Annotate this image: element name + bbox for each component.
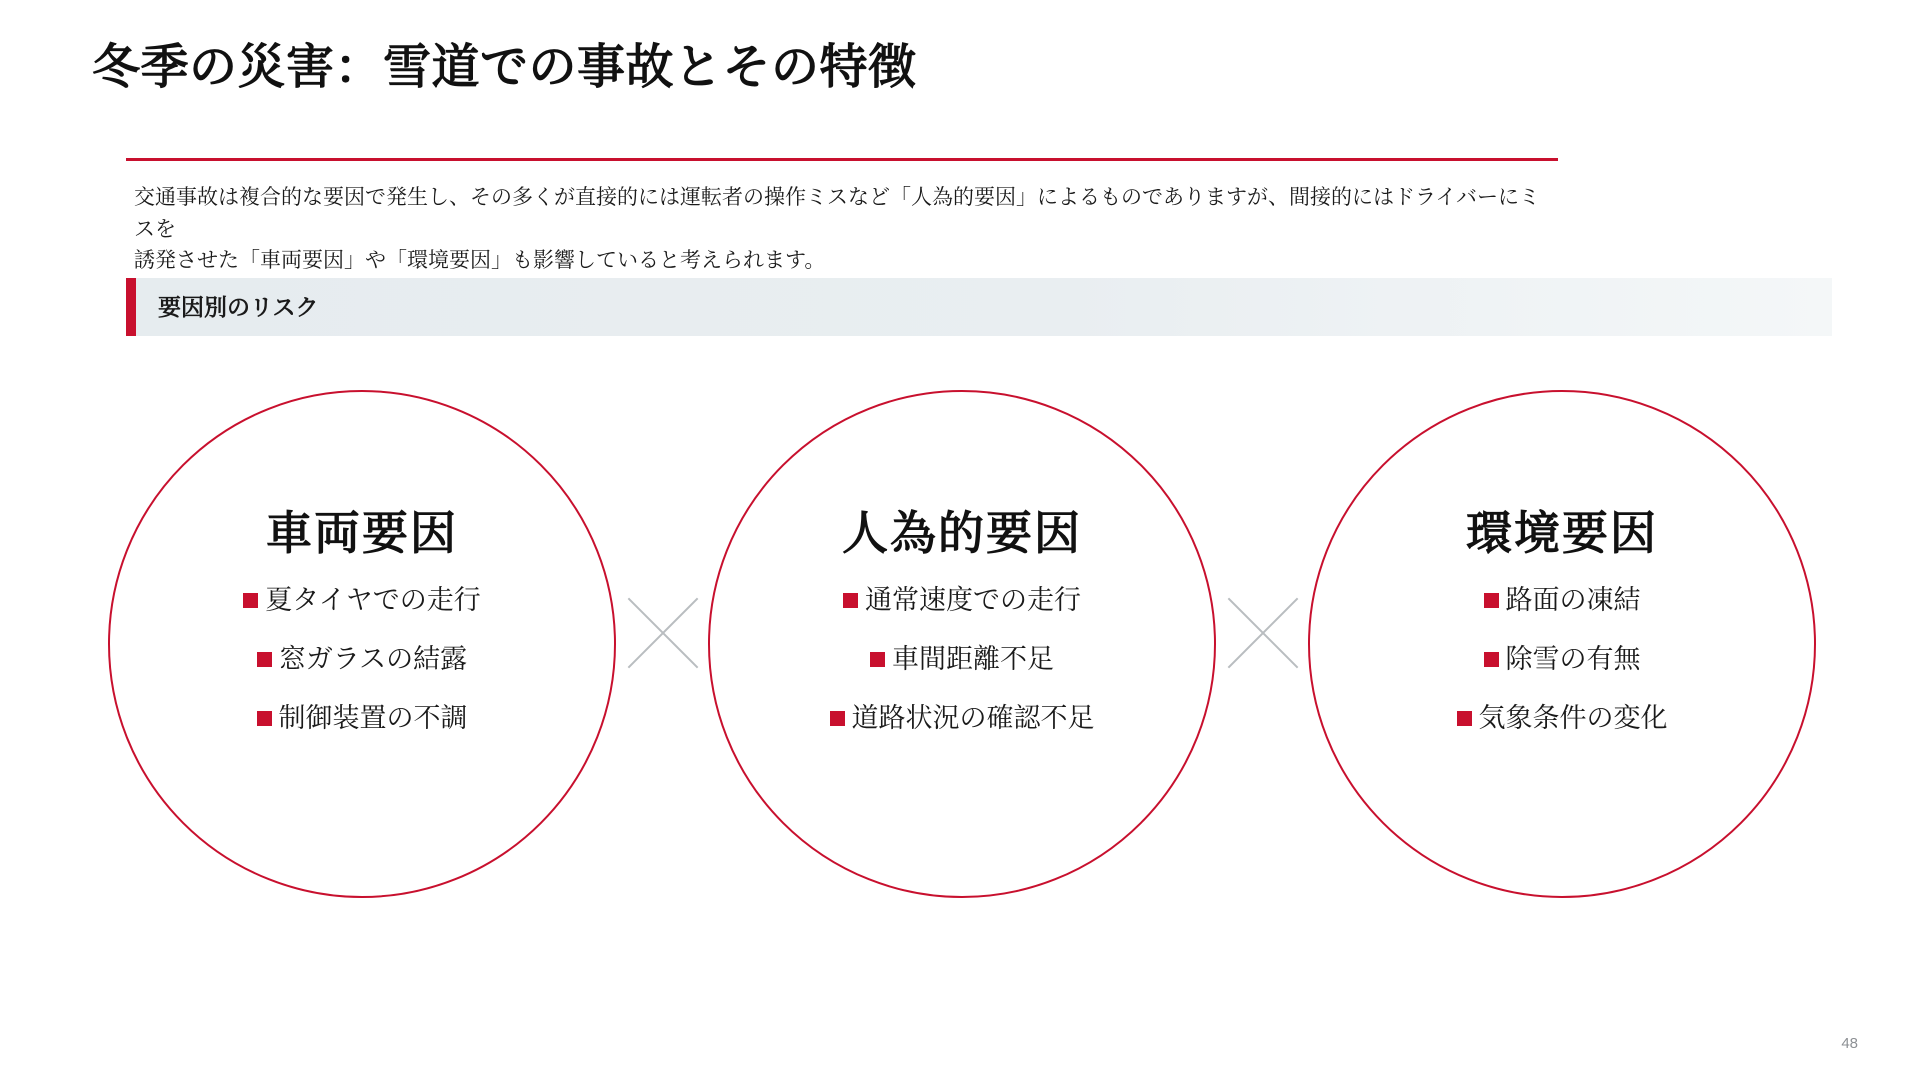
factor-circle-environment-list [1310, 587, 1814, 764]
page-title: 冬季の災害：雪道での事故とその特徴 [92, 41, 917, 94]
square-bullet-icon [1457, 711, 1472, 726]
section-header-label: 要因別のリスク [158, 294, 319, 320]
square-bullet-icon [257, 711, 272, 726]
square-bullet-icon [1484, 593, 1499, 608]
factor-circle-vehicle [108, 390, 616, 898]
square-bullet-icon [870, 652, 885, 667]
factor-circle-human-list [710, 587, 1214, 764]
x-separator-1-icon [620, 590, 706, 676]
factor-circle-human [708, 390, 1216, 898]
list-item-label: 夏タイヤでの走行 [265, 585, 481, 615]
list-item [110, 705, 614, 732]
square-bullet-icon [243, 593, 258, 608]
factor-circle-vehicle-title: 車両要因 [266, 507, 458, 559]
list-item-label: 通常速度での走行 [865, 585, 1081, 615]
list-item [710, 646, 1214, 673]
square-bullet-icon [1484, 652, 1499, 667]
list-item-label: 道路状況の確認不足 [851, 703, 1095, 733]
list-item [1310, 705, 1814, 732]
section-accent-bar [126, 278, 136, 336]
square-bullet-icon [257, 652, 272, 667]
title-divider [126, 158, 1558, 161]
list-item [710, 705, 1214, 732]
list-item [110, 587, 614, 614]
list-item [1310, 646, 1814, 673]
page-number: 48 [1841, 1035, 1858, 1052]
section-header-band [126, 278, 1832, 336]
list-item-label: 車間距離不足 [892, 644, 1054, 674]
square-bullet-icon [843, 593, 858, 608]
list-item [1310, 587, 1814, 614]
list-item [710, 587, 1214, 614]
factor-circle-human-title: 人為的要因 [842, 507, 1082, 559]
factor-circle-environment-title: 環境要因 [1466, 507, 1658, 559]
lead-paragraph-line-2: 誘発させた「車両要因」や「環境要因」も影響していると考えられます。 [134, 249, 826, 272]
list-item-label: 窓ガラスの結露 [278, 644, 468, 674]
factor-circle-vehicle-list [110, 587, 614, 764]
square-bullet-icon [830, 711, 845, 726]
list-item [110, 646, 614, 673]
factor-circle-environment [1308, 390, 1816, 898]
list-item-label: 気象条件の変化 [1478, 703, 1668, 733]
x-separator-2-icon [1220, 590, 1306, 676]
list-item-label: 除雪の有無 [1505, 644, 1641, 674]
list-item-label: 路面の凍結 [1505, 585, 1641, 615]
lead-paragraph [134, 182, 1558, 277]
lead-paragraph-line-1: 交通事故は複合的な要因で発生し、その多くが直接的には運転者の操作ミスなど「人為的要因」によるものでありますが、間接的にはドライバーにミスを [134, 186, 1540, 241]
list-item-label: 制御装置の不調 [278, 703, 468, 733]
factor-circles-group [0, 390, 1920, 930]
